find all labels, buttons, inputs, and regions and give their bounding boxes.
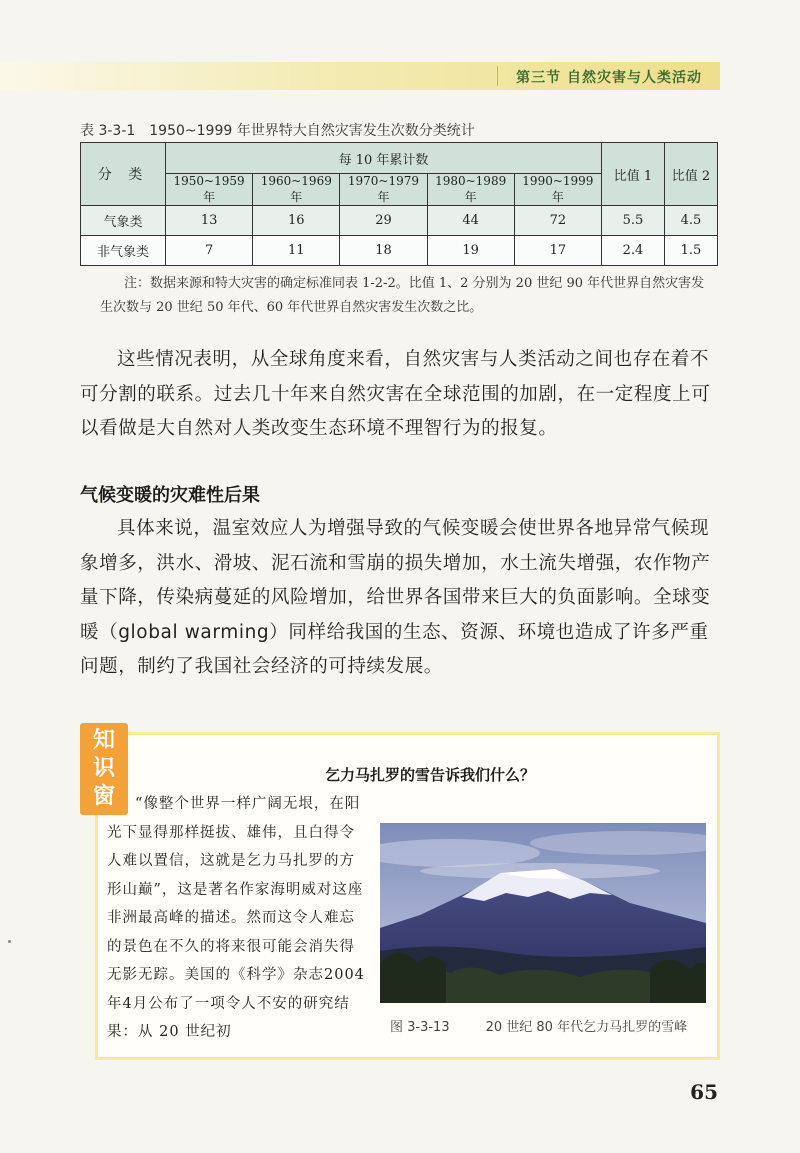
paragraph: 具体来说，温室效应人为增强导致的气候变暖会使世界各地异常气候现象增多，洪水、滑坡、泥石流和雪崩的损失增加，水土流失增强，农作物产量下降，传染病蔓延的风险增加，给世界各国带来巨大的负面影响。全球变暖（global warming）同样给我国的生态、资源、环境也造成了许多严重问题，制约了我国社会经济的可持续发展。 (80, 518, 711, 677)
row-category: 气象类 (81, 206, 166, 236)
statistics-table (80, 142, 718, 266)
figure-number: 图 3-3-13 (390, 1020, 450, 1035)
ratio1-cell: 2.4 (602, 236, 665, 266)
ratio2-cell: 4.5 (665, 206, 718, 236)
group-header: 每 10 年累计数 (166, 143, 602, 174)
page-number: 65 (690, 1080, 718, 1104)
section-title: 第三节 自然灾害与人类活动 (516, 70, 702, 86)
header-separator (497, 66, 498, 86)
table-cell: 18 (340, 236, 427, 266)
kilimanjaro-photo (380, 823, 706, 1003)
table-row (81, 236, 718, 266)
scan-dot (8, 940, 11, 943)
subheading: 气候变暖的灾难性后果 (80, 485, 260, 506)
row-category: 非气象类 (81, 236, 166, 266)
decade-header: 1990~1999 年 (514, 174, 601, 206)
table-cell: 16 (253, 206, 340, 236)
ratio1-header: 比值 1 (602, 143, 665, 206)
table-cell: 72 (514, 206, 601, 236)
figure-caption: 20 世纪 80 年代乞力马扎罗的雪峰 (485, 1020, 688, 1035)
header-band (0, 62, 720, 90)
table-caption: 表 3-3-1 1950~1999 年世界特大自然灾害发生次数分类统计 (80, 123, 475, 139)
badge-char: 知 (92, 728, 115, 753)
table-note: 注：数据来源和特大灾害的确定标准同表 1-2-2。比值 1、2 分别为 20 世纪 90 年代世界自然灾害发生次数与 20 世纪 50 年代、60 年代世界自然灾害发生次数之比。 (100, 276, 705, 315)
badge-char: 识 (92, 756, 115, 781)
knowledge-window-text: “像整个世界一样广阔无垠，在阳光下显得那样挺拔、雄伟，且白得令人难以置信，这就是乞力马扎罗的方形山巅”，这是著名作家海明威对这座非洲最高峰的描述。然而这令人难忘的景色在不久的将来很可能会消失得无影无踪。美国的《科学》杂志2004年4月公布了一项令人不安的研究结果：从 20 世纪初 (107, 796, 365, 1040)
table-cell: 29 (340, 206, 427, 236)
decade-header: 1960~1969 年 (253, 174, 340, 206)
ratio2-cell: 1.5 (665, 236, 718, 266)
decade-header: 1980~1989 年 (427, 174, 514, 206)
category-header: 分 类 (81, 143, 166, 206)
decade-header: 1970~1979 年 (340, 174, 427, 206)
table-cell: 7 (166, 236, 253, 266)
table-row (81, 206, 718, 236)
decade-header: 1950~1959 年 (166, 174, 253, 206)
ratio1-cell: 5.5 (602, 206, 665, 236)
paragraph: 这些情况表明，从全球角度来看，自然灾害与人类活动之间也存在着不可分割的联系。过去几十年来自然灾害在全球范围的加剧，在一定程度上可以看做是大自然对人类改变生态环境不理智行为的报复。 (80, 349, 711, 439)
table-cell: 44 (427, 206, 514, 236)
knowledge-window-title: 乞力马扎罗的雪告诉我们什么？ (324, 766, 535, 784)
table-cell: 13 (166, 206, 253, 236)
table-cell: 17 (514, 236, 601, 266)
table-cell: 11 (253, 236, 340, 266)
table-cell: 19 (427, 236, 514, 266)
badge-char: 窗 (92, 784, 115, 809)
ratio2-header: 比值 2 (665, 143, 718, 206)
photo-caption (390, 1016, 687, 1035)
